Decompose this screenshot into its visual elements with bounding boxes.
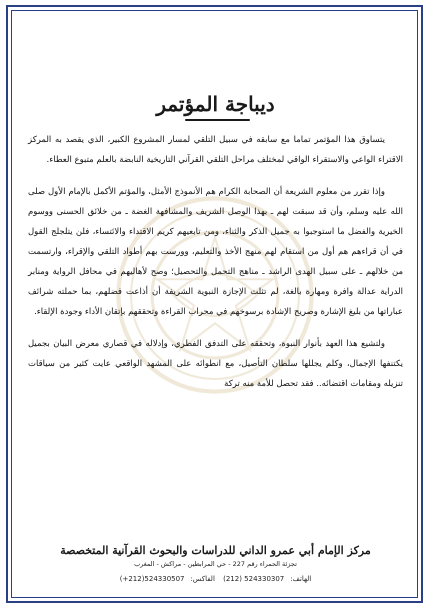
document-body: [28, 130, 403, 406]
document-title: ديباجة المؤتمر: [156, 92, 275, 116]
footer-org-name: مركز الإمام أبي عمرو الداني للدراسات والبحوث القرآنية المتخصصة: [60, 544, 371, 557]
paragraph-1: يتساوق هذا المؤتمر تماما مع سابقه في سبيل التلقي لمسار المشروع الكبير، الذي يقصد به المركز الاقتراء الواعي والاستقراء الواقي لمختلف مراحل التلقي القرآني التاريخية النابضة بالعلم متبوع العطاء.: [28, 135, 403, 165]
footer-fax: (+212)524330507: [119, 575, 185, 583]
footer-fax-label: الفاكس:: [190, 575, 215, 583]
footer-contacts: [28, 572, 403, 586]
page-footer: [28, 544, 403, 586]
footer-phone: (212) 524330307: [223, 575, 285, 583]
footer-phone-label: الهاتف:: [290, 575, 312, 583]
footer-address: تجزئة الحمراء رقم 227 - حي المرابطين - مراكش - المغرب: [134, 560, 297, 568]
paragraph-2: وإذا تقرر من معلوم الشريعة أن الصحابة الكرام هم الأنموذج الأمثل، والمؤتم الأكمل بالإمام الأول صلى الله عليه وسلم، وأن قد سبقت لهم ـ بهذا الوصل الشريف والمشافهة الغضة ـ من خلائق الحسنى ووسوم الخيرية والفضل ما استوجبوا به جميل الذكر والثناء، ومن تابعيهم كريم الاقتداء والائتساء، فلن يتلجلج القول في أن قراءهم هم أول من استقام لهم منهج الأخذ والتعليم، وورست بهم أطواد التلقي والإقراء، وارتسمت من خلالهم ـ على سبيل الهدى الراشد ـ مناهج التحمل والتحصيل؛ وصح لأهاليهم في محافل الرواية ومنابر الدراية عدالة وافرة ومهارة بالغة، لم تثلث الإجازة النبوية الشريفة أن أذاعت فضلهم، بما حملته شرائف عباراتها من بليغ الإشارة وصريح الإشادة برسوخهم في محراب القراءة وتحققهم بإتقان الأداء وجودة الإلقاء.: [28, 187, 403, 317]
title-underline: [185, 119, 250, 121]
paragraph-3: ولتشيع هذا العهد بأنوار النبوة، وتحققه على التدفق الفطري، وإدلاله في قصاري معرض البيان بجميل يكتنفها الإجمال، وكلم يجللها سلطان التأصيل، مع انطوائه على المشهد الواقعي عايت كثير من سياقات تنزيله ومقامات اقتضائه.. فقد تحصل للأمة منه تركة: [28, 339, 403, 389]
